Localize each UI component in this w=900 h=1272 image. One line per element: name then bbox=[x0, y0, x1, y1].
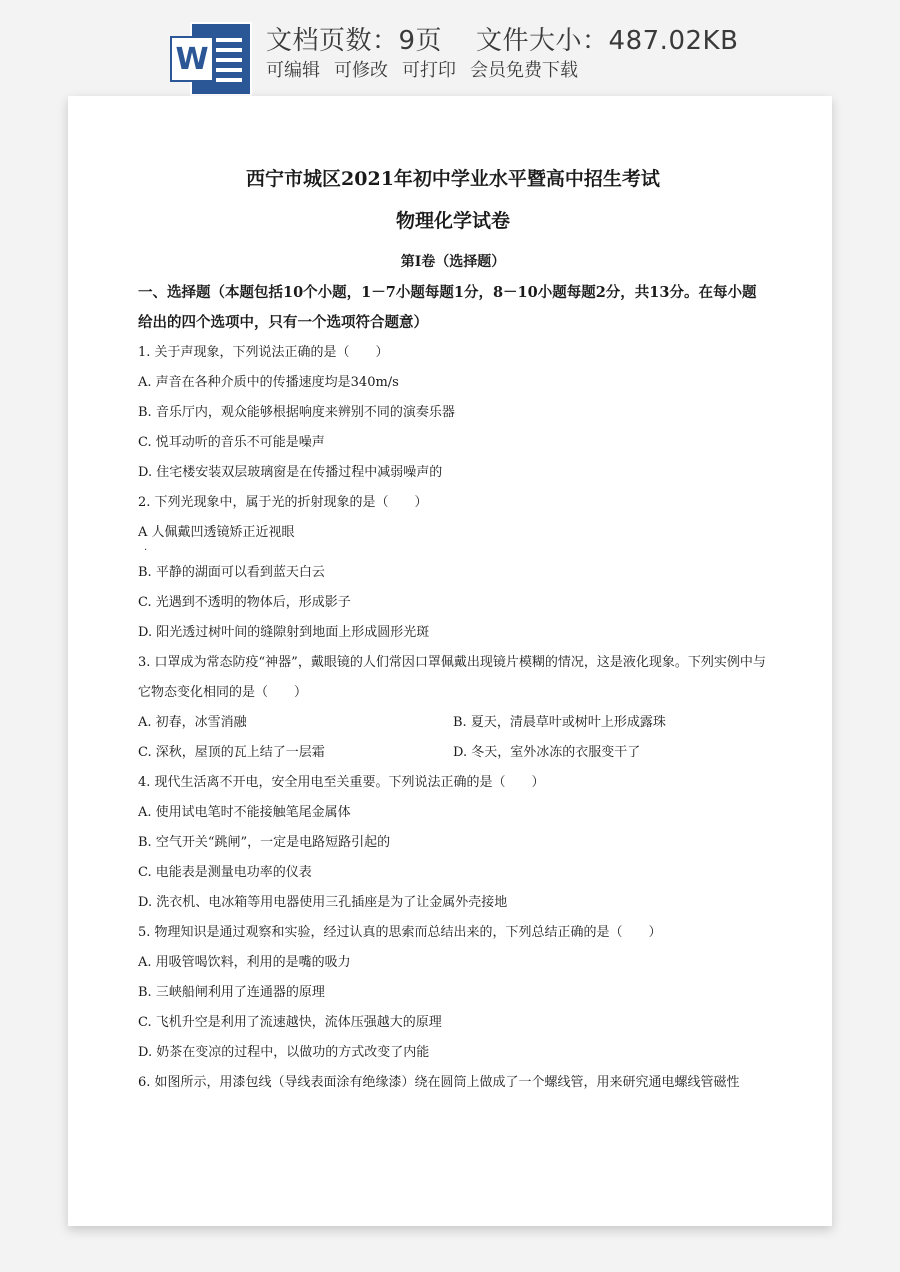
document-content bbox=[138, 162, 768, 1098]
feature-item: 可打印 bbox=[402, 60, 456, 81]
question-3-options-row-2 bbox=[138, 738, 768, 768]
question-3-option-d: D. 冬天，室外冰冻的衣服变干了 bbox=[453, 745, 641, 760]
feature-item: 会员免费下载 bbox=[470, 60, 578, 81]
question-5-stem: 5. 物理知识是通过观察和实验，经过认真的思索而总结出来的，下列总结正确的是（ ） bbox=[138, 925, 662, 940]
question-4-stem: 4. 现代生活离不开电，安全用电至关重要。下列说法正确的是（ ） bbox=[138, 775, 545, 790]
question-3-option-c: C. 深秋，屋顶的瓦上结了一层霜 bbox=[138, 745, 325, 760]
question-5-option-a: A. 用吸管喝饮料，利用的是嘴的吸力 bbox=[138, 955, 351, 970]
question-3-options-row-1 bbox=[138, 708, 768, 738]
question-1-option-d: D. 住宅楼安装双层玻璃窗是在传播过程中减弱噪声的 bbox=[138, 465, 443, 480]
stray-dot-mark: · bbox=[144, 545, 148, 556]
question-4-option-c: C. 电能表是测量电功率的仪表 bbox=[138, 865, 312, 880]
question-2-stem: 2. 下列光现象中，属于光的折射现象的是（ ） bbox=[138, 495, 428, 510]
question-3-option-a: A. 初春，冰雪消融 bbox=[138, 715, 247, 730]
question-2-option-c: C. 光遇到不透明的物体后，形成影子 bbox=[138, 595, 351, 610]
question-1-stem: 1. 关于声现象，下列说法正确的是（ ） bbox=[138, 345, 389, 360]
header-banner bbox=[0, 0, 900, 100]
exam-subtitle: 物理化学试卷 bbox=[395, 210, 510, 232]
file-info bbox=[266, 20, 772, 57]
question-1-option-a: A. 声音在各种介质中的传播速度均是340m/s bbox=[138, 375, 399, 390]
feature-item: 可编辑 bbox=[266, 60, 320, 81]
word-document-icon bbox=[170, 22, 252, 96]
question-2-option-a: A 人佩戴凹透镜矫正近视眼 bbox=[138, 525, 295, 540]
question-6-stem: 6. 如图所示，用漆包线（导线表面涂有绝缘漆）绕在圆筒上做成了一个螺线管，用来研究通电螺线管磁性 bbox=[138, 1075, 740, 1090]
question-1-option-c: C. 悦耳动听的音乐不可能是噪声 bbox=[138, 435, 325, 450]
word-letter-badge: W bbox=[170, 36, 214, 82]
part-heading: 第Ⅰ卷（选择题） bbox=[400, 254, 506, 270]
question-1-option-b: B. 音乐厅内，观众能够根据响度来辨别不同的演奏乐器 bbox=[138, 405, 455, 420]
question-4-option-b: B. 空气开关“跳闸”，一定是电路短路引起的 bbox=[138, 835, 391, 850]
page-count: 文档页数：9页 bbox=[266, 26, 443, 56]
feature-item: 可修改 bbox=[334, 60, 388, 81]
document-page bbox=[68, 96, 832, 1226]
question-3-stem: 3. 口罩成为常态防疫“神器”，戴眼镜的人们常因口罩佩戴出现镜片模糊的情况，这是液化现象。下列实例中与它物态变化相同的是（ ） bbox=[138, 655, 766, 700]
question-2-option-d: D. 阳光透过树叶间的缝隙射到地面上形成圆形光斑 bbox=[138, 625, 430, 640]
question-5-option-c: C. 飞机升空是利用了流速越快，流体压强越大的原理 bbox=[138, 1015, 442, 1030]
section-heading: 一、选择题（本题包括10个小题，1－7小题每题1分，8－10小题每题2分，共13分。在每小题给出的四个选项中，只有一个选项符合题意） bbox=[138, 284, 757, 331]
question-4-option-d: D. 洗衣机、电冰箱等用电器使用三孔插座是为了让金属外壳接地 bbox=[138, 895, 508, 910]
feature-list bbox=[266, 56, 592, 82]
exam-title: 西宁市城区2021年初中学业水平暨高中招生考试 bbox=[246, 168, 660, 190]
question-5-option-d: D. 奶茶在变凉的过程中，以做功的方式改变了内能 bbox=[138, 1045, 430, 1060]
question-4-option-a: A. 使用试电笔时不能接触笔尾金属体 bbox=[138, 805, 351, 820]
question-3-option-b: B. 夏天，清晨草叶或树叶上形成露珠 bbox=[453, 715, 666, 730]
question-5-option-b: B. 三峡船闸利用了连通器的原理 bbox=[138, 985, 325, 1000]
file-size: 文件大小：487.02KB bbox=[476, 26, 739, 56]
question-2-option-b: B. 平静的湖面可以看到蓝天白云 bbox=[138, 565, 325, 580]
